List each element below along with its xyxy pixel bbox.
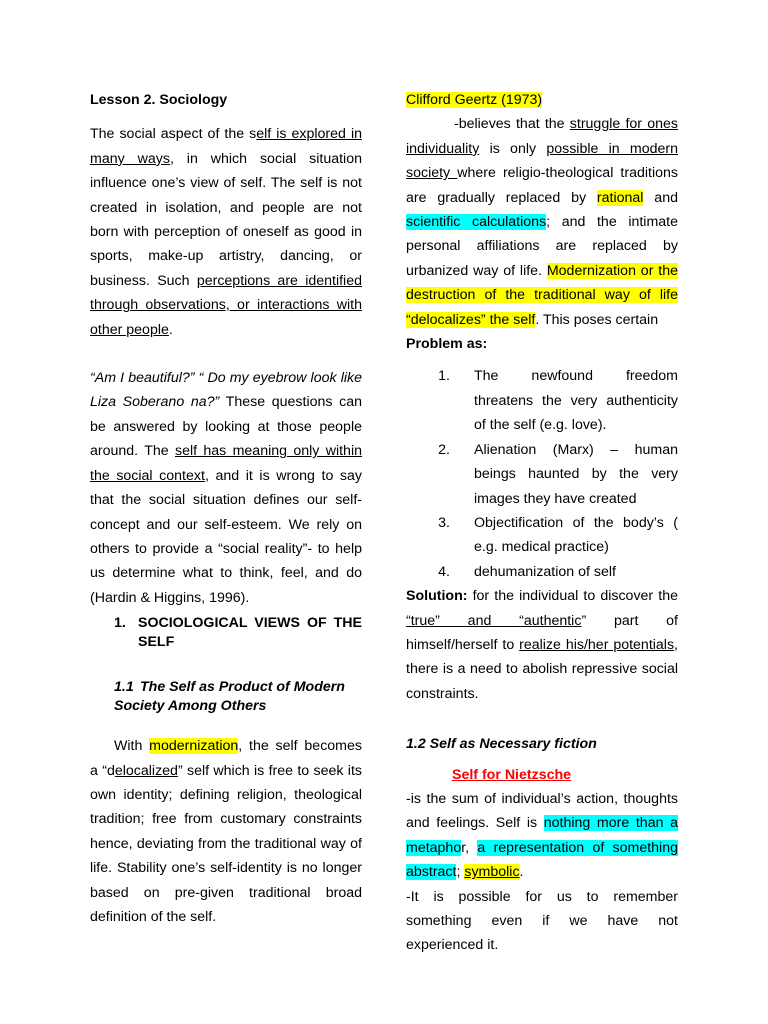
text-run: ” self which is free to seek its own identity; defining religion, theological tradition; free from customary constraints hence, deviating from the traditional way of life. Stability one’s self-identity is no longer based on pre-given traditional broad definition of the self. — [90, 762, 362, 925]
item-number: 4. — [438, 563, 450, 580]
list-item — [406, 511, 678, 560]
list-item — [406, 560, 678, 584]
text-run: ; — [456, 864, 465, 881]
item-number: 2. — [438, 441, 450, 458]
list-item — [406, 364, 678, 437]
item-text: Objectification of the body’s ( e.g. medical practice) — [474, 514, 678, 556]
underlined-text: “true” and “authentic — [406, 612, 582, 629]
text-run: r, — [461, 839, 478, 856]
underlined-text: struggle for ones individuality — [406, 116, 678, 157]
underlined-text: perceptions are identified through observations, or interactions with other people — [90, 272, 362, 338]
text-run: -is the sum of individual’s action, thoughts and feelings. Self is — [406, 790, 678, 832]
item-text: The newfound freedom threatens the very authenticity of the self (e.g. love). — [474, 368, 678, 434]
underlined-text: self has meaning only within the social context — [90, 443, 362, 484]
text-run: ” part of himself/herself to — [406, 612, 678, 653]
modernization-paragraph — [90, 734, 362, 929]
underlined-text: elocalized — [114, 762, 178, 779]
left-column — [90, 88, 362, 929]
nietzsche-heading-wrap — [406, 763, 678, 787]
text-run: for the individual to discover the — [467, 588, 678, 605]
section-heading — [90, 614, 362, 652]
right-column — [406, 88, 678, 958]
text-run: . This poses certain — [535, 311, 659, 328]
text-run: These questions can be answered by looking at those people around. The — [90, 394, 363, 460]
memory-paragraph: -It is possible for us to remember something even if we have not experienced it. — [406, 888, 678, 954]
subsection-title-wrap — [114, 678, 362, 716]
highlighted-text: symbolic — [464, 864, 520, 881]
subsection-title: The Self as Product of Modern Society Among Others — [114, 679, 345, 715]
italic-question: “Am I beautiful?” “ Do my eyebrow look like Liza Soberano na?” — [90, 370, 362, 411]
solution-paragraph — [406, 584, 678, 706]
item-text: Alienation (Marx) – human beings haunted by the very images they have created — [474, 441, 678, 507]
problem-label: Problem as: — [406, 336, 488, 353]
author-line — [406, 88, 678, 112]
text-run: , the self becomes a “d — [90, 738, 362, 779]
text-run: With — [114, 738, 150, 755]
text-run: . — [519, 864, 524, 881]
text-run: where religio-theological traditions are gradually replaced by — [406, 165, 678, 206]
highlighted-text: a representation of something abstract — [406, 839, 678, 881]
lesson-title: Lesson 2. Sociology — [90, 92, 228, 108]
author-name: Clifford Geertz (1973) — [406, 92, 543, 108]
intro-paragraph — [90, 122, 362, 342]
highlighted-text: modernization — [149, 738, 239, 755]
subsection-heading: 1.1 The Self as Product of Modern Society Among Others — [90, 678, 362, 716]
highlighted-text: rational — [596, 189, 644, 206]
nietzsche-heading: Self for Nietzsche — [452, 766, 572, 783]
section-number: 1. — [114, 615, 126, 632]
underlined-text: elf is explored in many ways — [90, 126, 362, 167]
text-run: there is a need to abolish repressive social constraints. — [406, 661, 678, 702]
highlighted-text: nothing more than a metapho — [406, 815, 678, 856]
subsection-heading-2: 1.2 Self as Necessary fiction — [406, 736, 597, 753]
text-run: , and it is wrong to say that the social situation defines our self-concept and our self-esteem. We rely on others to provide a “social reality”- to help us determine what to think, feel, and do (Hardin & Higgins, 1996). — [90, 467, 363, 606]
text-run: . — [168, 321, 173, 338]
text-run: -believes that the — [454, 116, 570, 133]
highlighted-text: Modernization or the destruction of the traditional way of life “delocalizes” the self — [406, 262, 678, 328]
nietzsche-paragraph — [406, 787, 678, 885]
item-number: 3. — [438, 514, 450, 531]
solution-label: Solution: — [406, 588, 468, 605]
item-number: 1. — [438, 368, 450, 385]
text-run: is only — [479, 140, 547, 157]
text-run: The social aspect of the s — [90, 126, 257, 143]
text-run: and — [643, 189, 678, 206]
underlined-text: possible in modern society — [406, 140, 678, 182]
problem-list — [406, 364, 678, 584]
geertz-paragraph — [406, 112, 678, 332]
text-run: ; and the intimate personal affiliations are replaced by urbanized way of life. — [406, 214, 678, 279]
item-text: dehumanization of self — [474, 563, 616, 580]
list-item — [406, 438, 678, 511]
highlighted-text: scientific calculations — [406, 214, 547, 231]
underlined-text: realize his/her potentials, — [519, 636, 678, 653]
section-title: SOCIOLOGICAL VIEWS OF THE SELF — [138, 615, 362, 651]
text-run: , in which social situation influence one’s view of self. The self is not created in isolation, and people are not born with perception of oneself as good in sports, make-up artistry, dancing, or business. Such — [90, 150, 362, 289]
question-paragraph — [90, 366, 362, 610]
